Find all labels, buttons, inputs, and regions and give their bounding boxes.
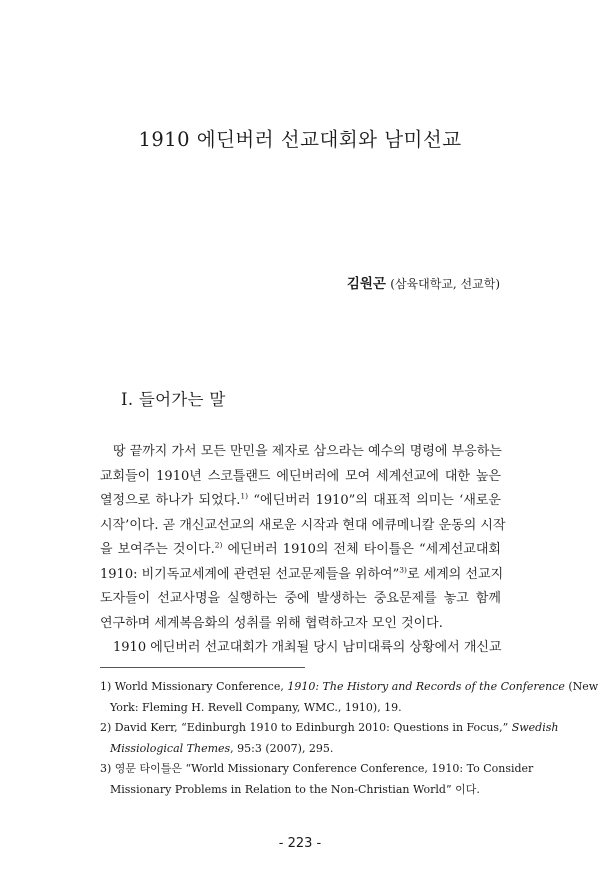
footnote-divider (100, 667, 305, 668)
footnote-2: 2) David Kerr, “Edinburgh 1910 to Edinburgh 2010: Questions in Focus,” Swedish (100, 721, 559, 734)
footnote-3: 3) 영문 타이틀은 “World Missionary Conference Conference, 1910: To Consider (100, 762, 534, 775)
body-line: 땅 끝까지 가서 모든 만민을 제자로 삼으라는 예수의 명령에 부응하는 (113, 444, 502, 459)
body-line: 을 보여주는 것이다.$^{2)}$ 에딘버러 1910의 전체 타이틀은 “세계선교대회 (100, 540, 501, 557)
body-line: 열정으로 하나가 되었다.$^{1)}$ “에딘버러 1910”의 대표적 의미는 ‘새로운 (100, 491, 501, 508)
page-number: - 223 - (278, 836, 322, 851)
footnote-2-cont: Missiological Themes, 95:3 (2007), 295. (110, 741, 334, 755)
footnote-ref-2: 2) (214, 540, 223, 550)
footnotes (100, 677, 599, 800)
paper-title: 1910 에딘버러 선교대회와 남미선교 (138, 128, 462, 151)
footnote-3-cont: Missionary Problems in Relation to the Non-Christian World” 이다. (110, 782, 480, 796)
footnote-1-cont: York: Fleming H. Revell Company, WMC., 1910), 19. (110, 700, 402, 714)
footnote-ref-1: 1) (240, 491, 249, 501)
author-affiliation: (삼육대학교, 선교학) (390, 277, 500, 291)
footnote-ref-3: 3) (399, 565, 407, 575)
body-line: 1910 에딘버러 선교대회가 개최될 당시 남미대륙의 상황에서 개신교 (113, 640, 502, 655)
body-line: 도자들이 선교사명을 실행하는 중에 발생하는 중요문제를 놓고 함께 (100, 591, 501, 606)
body-line: 교회들이 1910년 스코틀랜드 에딘버러에 모여 세계선교에 대한 높은 (100, 468, 501, 484)
section-heading: I. 들어가는 말 (121, 390, 226, 409)
body-line: 1910: 비기독교세계에 관련된 선교문제들을 위하여”$^{3)}$로 세계의 선교지 (100, 565, 504, 582)
body-line: 시작’이다. 곧 개신교선교의 새로운 시작과 현대 에큐메니칼 운동의 시작 (100, 517, 506, 533)
author-line (347, 272, 500, 292)
body-line: 연구하며 세계복음화의 성취를 위해 협력하고자 모인 것이다. (100, 615, 443, 631)
author-name: 김원곤 (346, 276, 386, 292)
body-text (100, 440, 506, 661)
footnote-1: 1) World Missionary Conference, 1910: The History and Records of the Conference (New (100, 680, 599, 693)
